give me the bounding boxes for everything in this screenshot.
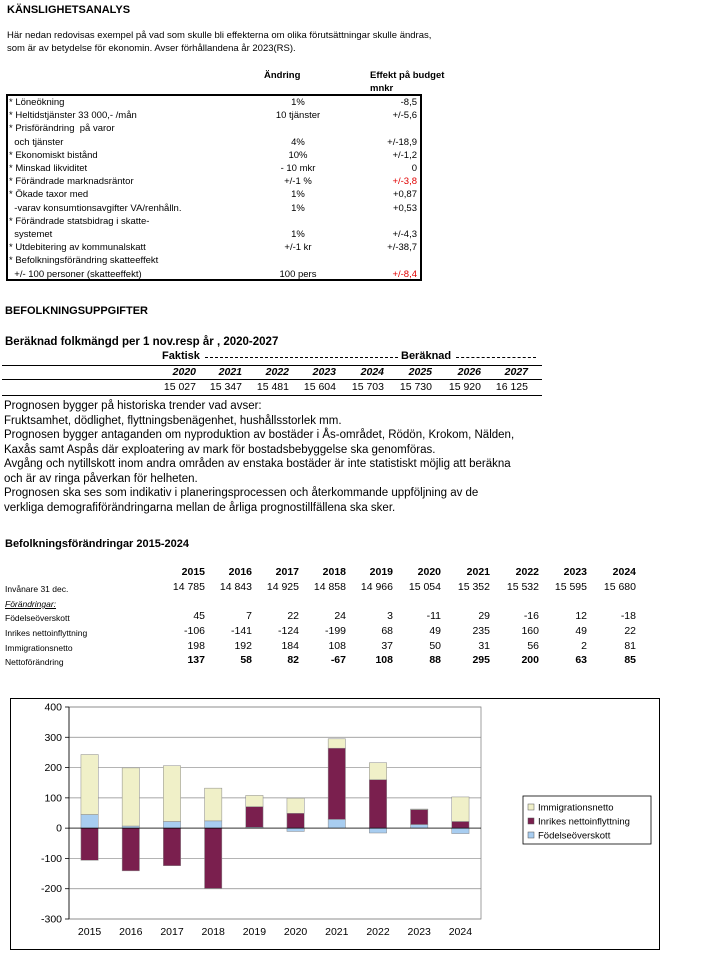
- bar-segment: [205, 788, 222, 821]
- faktisk-dash: [205, 357, 398, 358]
- domestic-value: 22: [624, 625, 636, 637]
- col-change-header: Ändring: [264, 70, 301, 81]
- forecast-year: 2024: [360, 366, 384, 378]
- forecast-value: 15 481: [256, 381, 289, 393]
- immigration-value: 31: [478, 640, 490, 652]
- forecast-rule-mid: [2, 379, 542, 380]
- domestic-value: -199: [324, 625, 346, 637]
- forecast-note: Prognosen ska ses som indikativ i planeringsprocessen och återkommande uppföljning av de: [4, 487, 479, 499]
- y-tick-label: -300: [40, 913, 62, 926]
- bar-segment: [287, 798, 304, 813]
- residents-label: Invånare 31 dec.: [5, 584, 69, 594]
- domestic-value: 68: [381, 625, 393, 637]
- x-tick-label: 2016: [119, 926, 143, 938]
- bar-segment: [163, 766, 180, 822]
- x-tick-label: 2019: [242, 926, 267, 938]
- bar-segment: [122, 768, 139, 826]
- bar-segment: [328, 819, 345, 828]
- birth-value: 22: [287, 610, 299, 622]
- net-value: 85: [624, 654, 636, 666]
- changes-year: 2018: [322, 566, 346, 578]
- birth-value: -11: [426, 610, 441, 622]
- forecast-note: verkliga demografiförändringarna mellan de årliga prognostillfällena ska sker.: [4, 501, 396, 514]
- sensitivity-label: * Minskad likviditet: [9, 163, 88, 174]
- sensitivity-change: +/-1 kr: [284, 242, 312, 254]
- domestic-value: 49: [575, 625, 587, 637]
- forecast-note: och är av ringa påverkan för helheten.: [4, 472, 198, 485]
- sensitivity-change: 10%: [288, 149, 308, 161]
- birth-value: -18: [620, 610, 636, 622]
- population-change-chart: [11, 699, 659, 949]
- sensitivity-row: [8, 215, 420, 228]
- bar-segment: [369, 828, 386, 833]
- forecast-note: Fruktsamhet, dödlighet, flyttningsbenägenhet, hushållsstorlek mm.: [4, 414, 342, 427]
- sensitivity-change: 1%: [291, 97, 305, 108]
- sensitivity-label: * Ekonomiskt bistånd: [9, 149, 98, 161]
- forecast-note: Kaxås samt Aspås där exploatering av mark för bostadsbebyggelse ska genomföras.: [4, 443, 436, 456]
- y-tick-label: 100: [44, 792, 62, 805]
- sensitivity-effect: +/-5,6: [392, 110, 417, 122]
- domestic-value: 235: [472, 625, 490, 637]
- bar-segment: [205, 828, 222, 888]
- sensitivity-effect: +/-8,4: [392, 268, 417, 280]
- net-label: Nettoförändring: [5, 657, 64, 667]
- sensitivity-label: * Utdebitering av kommunalskatt: [9, 242, 146, 254]
- x-tick-label: 2023: [407, 926, 431, 938]
- residents-value: 15 532: [506, 581, 539, 593]
- sensitivity-change: 10 tjänster: [275, 110, 321, 122]
- residents-value: 14 785: [172, 581, 205, 593]
- residents-value: 14 966: [360, 581, 393, 593]
- sensitivity-row: [8, 268, 420, 281]
- sensitivity-row: [8, 254, 420, 267]
- residents-value: 14 858: [313, 581, 346, 593]
- x-tick-label: 2017: [160, 926, 184, 938]
- bar-segment: [369, 763, 386, 780]
- bar-segment: [163, 821, 180, 828]
- sensitivity-change: 1%: [291, 202, 305, 214]
- forecast-year: 2025: [408, 366, 432, 378]
- forecast-year: 2022: [265, 366, 289, 378]
- sensitivity-row: [8, 149, 420, 162]
- sensitivity-effect: +/-18,9: [387, 136, 417, 148]
- residents-value: 15 352: [457, 581, 490, 593]
- residents-value: 15 680: [603, 581, 636, 593]
- sensitivity-effect: -8,5: [400, 97, 417, 108]
- sensitivity-effect: +/-3,8: [392, 176, 417, 188]
- residents-value: 14 843: [219, 581, 252, 593]
- birth-value: 3: [387, 610, 393, 622]
- birth-value: 24: [334, 610, 346, 622]
- sensitivity-effect: +0,87: [392, 189, 417, 201]
- forecast-value: 15 730: [399, 381, 432, 393]
- forecast-value: 15 703: [351, 381, 384, 393]
- bar-segment: [246, 807, 263, 828]
- changes-year: 2022: [515, 566, 539, 578]
- bar-segment: [287, 828, 304, 831]
- sensitivity-change: 100 pers: [279, 268, 317, 280]
- changes-year: 2016: [228, 566, 252, 578]
- birth-value: 45: [193, 610, 205, 622]
- beraknad-label: Beräknad: [401, 350, 452, 362]
- y-tick-label: -200: [40, 883, 62, 896]
- immigration-label: Immigrationsnetto: [5, 643, 73, 653]
- net-value: 200: [521, 654, 539, 666]
- bar-segment: [122, 828, 139, 871]
- bar-segment: [411, 825, 428, 829]
- sensitivity-label: * Löneökning: [9, 97, 65, 108]
- sensitivity-row: [8, 202, 420, 215]
- y-tick-label: 0: [56, 822, 62, 835]
- sensitivity-effect: 0: [411, 163, 417, 174]
- x-tick-label: 2021: [325, 926, 349, 938]
- residents-value: 15 054: [408, 581, 441, 593]
- sensitivity-label: * Befolkningsförändring skatteeffekt: [9, 255, 159, 267]
- bar-segment: [452, 821, 469, 828]
- forecast-value: 16 125: [495, 381, 528, 393]
- sensitivity-change: - 10 mkr: [280, 163, 316, 174]
- bar-segment: [163, 828, 180, 866]
- sensitivity-row: [8, 241, 420, 254]
- bar-segment: [452, 828, 469, 833]
- sensitivity-row: [8, 175, 420, 188]
- residents-value: 15 595: [554, 581, 587, 593]
- bar-segment: [452, 797, 469, 822]
- x-tick-label: 2024: [448, 926, 473, 938]
- changes-year: 2017: [275, 566, 299, 578]
- forecast-year: 2021: [218, 366, 242, 378]
- net-value: 88: [429, 654, 441, 666]
- y-tick-label: 300: [44, 731, 62, 744]
- immigration-value: 50: [429, 640, 441, 652]
- legend-swatch: [528, 804, 534, 810]
- sensitivity-row: [8, 96, 420, 109]
- bar-segment: [369, 780, 386, 828]
- sensitivity-change: 4%: [291, 136, 305, 148]
- sensitivity-row: [8, 188, 420, 201]
- bar-segment: [81, 828, 98, 860]
- domestic-value: 160: [521, 625, 539, 637]
- sensitivity-effect: +/-38,7: [387, 242, 417, 254]
- net-value: -67: [330, 654, 346, 666]
- legend-swatch: [528, 832, 534, 838]
- sensitivity-label: -varav konsumtionsavgifter VA/renhålln.: [9, 202, 182, 214]
- sensitivity-label: * Förändrade marknadsräntor: [9, 176, 134, 188]
- changes-year: 2020: [417, 566, 441, 578]
- forecast-note: Prognosen bygger antaganden om nyproduktion av bostäder i Ås-området, Rödön, Krokom, Nälden,: [4, 429, 515, 441]
- forecast-value: 15 027: [163, 381, 196, 393]
- birth-value: 29: [478, 610, 490, 622]
- legend-swatch: [528, 818, 534, 824]
- sensitivity-label: * Förändrade statsbidrag i skatte-: [9, 215, 150, 227]
- y-tick-label: -100: [40, 852, 62, 865]
- forecast-value: 15 920: [448, 381, 481, 393]
- sensitivity-label: * Heltidstjänster 33 000,- /mån: [9, 110, 137, 122]
- x-tick-label: 2015: [77, 926, 102, 938]
- domestic-value: 49: [429, 625, 441, 637]
- net-value: 58: [240, 654, 252, 666]
- immigration-value: 56: [527, 640, 539, 652]
- net-value: 137: [187, 654, 205, 666]
- legend-label: Födelseöverskott: [538, 830, 611, 842]
- legend-label: Immigrationsnetto: [538, 802, 614, 814]
- x-tick-label: 2018: [201, 926, 225, 938]
- col-effect-header: Effekt på budget: [370, 70, 445, 81]
- sensitivity-label: och tjänster: [9, 136, 64, 148]
- sensitivity-row: [8, 109, 420, 122]
- sensitivity-row: [8, 122, 420, 135]
- bar-segment: [287, 813, 304, 828]
- sensitivity-intro-1: Här nedan redovisas exempel på vad som skulle bli effekterna om olika förutsättningar skulle ändras,: [7, 30, 432, 41]
- bar-segment: [328, 748, 345, 819]
- sensitivity-effect: +/-1,2: [392, 149, 417, 161]
- forecast-year: 2023: [312, 366, 336, 378]
- bar-segment: [205, 821, 222, 828]
- bar-segment: [81, 815, 98, 829]
- y-tick-label: 400: [44, 701, 62, 714]
- sensitivity-label: * Prisförändring på varor: [9, 123, 115, 135]
- changes-year: 2021: [466, 566, 490, 578]
- domestic-value: -141: [230, 625, 252, 637]
- bar-segment: [246, 795, 263, 806]
- immigration-value: 37: [381, 640, 393, 652]
- forecast-value: 15 604: [303, 381, 336, 393]
- immigration-value: 81: [624, 640, 636, 652]
- sensitivity-title: KÄNSLIGHETSANALYS: [7, 4, 131, 16]
- sensitivity-row: [8, 136, 420, 149]
- col-unit-header: mnkr: [370, 83, 394, 94]
- forecast-note: Avgång och nytillskott inom andra områden av enstaka bostäder är inte statistiskt möjlig att beräkna: [4, 458, 511, 470]
- domestic-value: -106: [183, 625, 205, 637]
- sensitivity-row: [8, 228, 420, 241]
- forecast-value: 15 347: [209, 381, 242, 393]
- domestic-value: -124: [277, 625, 299, 637]
- sensitivity-effect: +0,53: [392, 202, 417, 214]
- birth-value: 7: [246, 610, 252, 622]
- sensitivity-table: [6, 94, 422, 281]
- forecast-rule-bottom: [2, 395, 542, 396]
- immigration-value: 184: [281, 640, 299, 652]
- domestic-label: Inrikes nettoinflyttning: [5, 628, 88, 638]
- sensitivity-change: +/-1 %: [284, 176, 312, 188]
- immigration-value: 2: [581, 640, 587, 652]
- net-value: 108: [375, 654, 393, 666]
- forecast-title: Beräknad folkmängd per 1 nov.resp år , 2020-2027: [5, 336, 279, 348]
- sensitivity-label: systemet: [9, 229, 53, 240]
- sensitivity-intro-2: som är av betydelse för ekonomin. Avser förhållandena år 2023(RS).: [7, 43, 296, 54]
- bar-segment: [81, 755, 98, 815]
- changes-label: Förändringar:: [5, 599, 57, 609]
- forecast-year: 2020: [172, 366, 196, 378]
- x-tick-label: 2020: [283, 926, 308, 938]
- sensitivity-effect: +/-4,3: [392, 229, 417, 240]
- immigration-value: 192: [234, 640, 252, 652]
- immigration-value: 198: [187, 640, 205, 652]
- sensitivity-change: 1%: [291, 189, 305, 201]
- forecast-year: 2027: [504, 366, 528, 378]
- legend-label: Inrikes nettoinflyttning: [538, 816, 630, 828]
- population-title: BEFOLKNINGSUPPGIFTER: [5, 305, 149, 317]
- bar-segment: [411, 810, 428, 825]
- birth-label: Födelseöverskott: [5, 613, 70, 623]
- birth-value: 12: [575, 610, 587, 622]
- residents-value: 14 925: [266, 581, 299, 593]
- sensitivity-row: [8, 162, 420, 175]
- changes-year: 2019: [369, 566, 393, 578]
- changes-year: 2024: [612, 566, 636, 578]
- sensitivity-label: +/- 100 personer (skatteeffekt): [9, 268, 142, 280]
- faktisk-label: Faktisk: [162, 350, 200, 362]
- chart-frame: [10, 698, 660, 950]
- immigration-value: 108: [328, 640, 346, 652]
- forecast-note: Prognosen bygger på historiska trender vad avser:: [4, 400, 262, 412]
- changes-year: 2015: [181, 566, 205, 578]
- changes-year: 2023: [563, 566, 587, 578]
- sensitivity-change: 1%: [291, 229, 305, 240]
- changes-title: Befolkningsförändringar 2015-2024: [5, 538, 190, 550]
- net-value: 82: [287, 654, 299, 666]
- y-tick-label: 200: [44, 762, 62, 775]
- beraknad-dash: [456, 357, 536, 358]
- bar-segment: [411, 809, 428, 810]
- net-value: 295: [472, 654, 490, 666]
- forecast-year: 2026: [457, 366, 481, 378]
- birth-value: -16: [523, 610, 539, 622]
- bar-segment: [328, 739, 345, 748]
- sensitivity-label: * Ökade taxor med: [9, 189, 89, 201]
- x-tick-label: 2022: [366, 926, 390, 938]
- net-value: 63: [575, 654, 587, 666]
